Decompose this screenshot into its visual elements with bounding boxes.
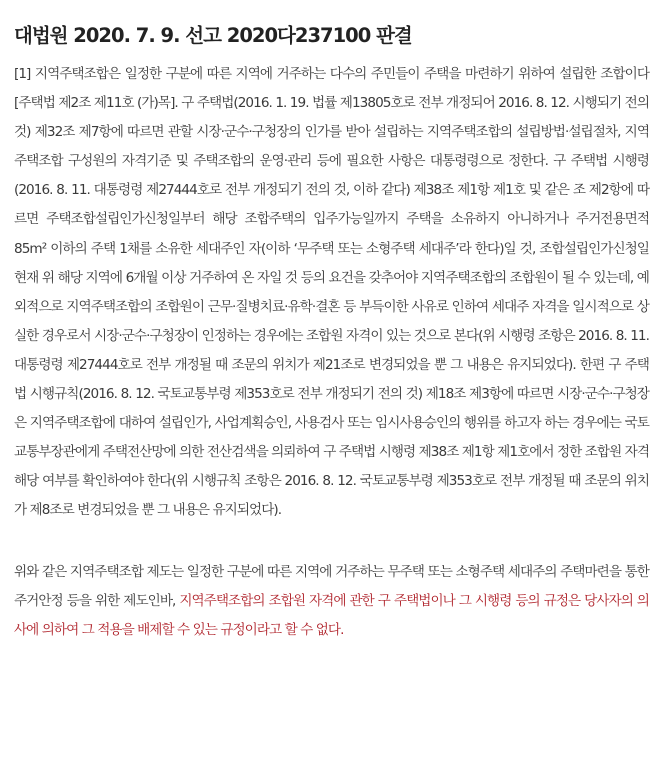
paragraph-2-plain-text: 위와 같은 지역주택조합 제도는 일정한 구분에 따른 지역에 거주하는 무주택 또는 소형주택 세대주의 주택마련을 통한 주거안정 등을 위한 제도인바, [14, 563, 649, 609]
document-title: 대법원 2020. 7. 9. 선고 2020다237100 판결 [14, 24, 412, 47]
paragraph-1: [1] 지역주택조합은 일정한 구분에 따른 지역에 거주하는 다수의 주민들이 주택을 마련하기 위하여 설립한 조합이다[주택법 제2조 제11호 (가)목]. 구 주택법(2016. 1. 19. 법률 제13805호로 전부 개정되어 2016. 8. 12. 시행되기 전의 것) 제32조 제7항에 따르면 관할 시장·군수·구청장의 인가를 받아 설립하는 지역주택조합의 설립방법·설립절차, 지역주택조합 구성원의 자격기준 및 주택조합의 운영·관리 등에 필요한 사항은 대통령령으로 정한다. 구 주택법 시행령(2016. 8. 11. 대통령령 제27444호로 전부 개정되기 전의 것, 이하 같다) 제38조 제1항 제1호 및 같은 조 제2항에 따르면 주택조합설립인가신청일부터 해당 조합주택의 입주가능일까지 주택을 소유하지 아니하거나 주거전용면적 85m² 이하의 주택 1채를 소유한 세대주인 자(이하 ‘무주택 또는 소형주택 세대주’라 한다)일 것, 조합설립인가신청일 현재 위 해당 지역에 6개월 이상 거주하여 온 자일 것 등의 요건을 갖추어야 지역주택조합의 조합원이 될 수 있는데, 예외적으로 지역주택조합의 조합원이 근무·질병치료·유학·결혼 등 부득이한 사유로 인하여 세대주 자격을 일시적으로 상실한 경우로서 시장·군수·구청장이 인정하는 경우에는 조합원 자격이 있는 것으로 본다(위 시행령 조항은 2016. 8. 11. 대통령령 제27444호로 전부 개정될 때 조문의 위치가 제21조로 변경되었을 뿐 그 내용은 유지되었다). 한편 구 주택법 시행규칙(2016. 8. 12. 국토교통부령 제353호로 전부 개정되기 전의 것) 제18조 제3항에 따르면 시장·군수·구청장은 지역주택조합에 대하여 설립인가, 사업계획승인, 사용검사 또는 임시사용승인의 행위를 하고자 하는 경우에는 국토교통부장관에게 주택전산망에 의한 전산검색을 의뢰하여 구 주택법 시행령 제38조 제1항 제1호에서 정한 조합원 자격 해당 여부를 확인하여야 한다(위 시행규칙 조항은 2016. 8. 12. 국토교통부령 제353호로 전부 개정될 때 조문의 위치가 제8조로 변경되었을 뿐 그 내용은 유지되었다). [14, 66, 649, 519]
paragraph-2 [14, 558, 649, 645]
paragraph-2-highlighted-text: 지역주택조합의 조합원 자격에 관한 구 주택법이나 그 시행령 등의 규정은 당사자의 의사에 의하여 그 적용을 배제할 수 있는 규정이라고 할 수 없다. [14, 592, 649, 638]
